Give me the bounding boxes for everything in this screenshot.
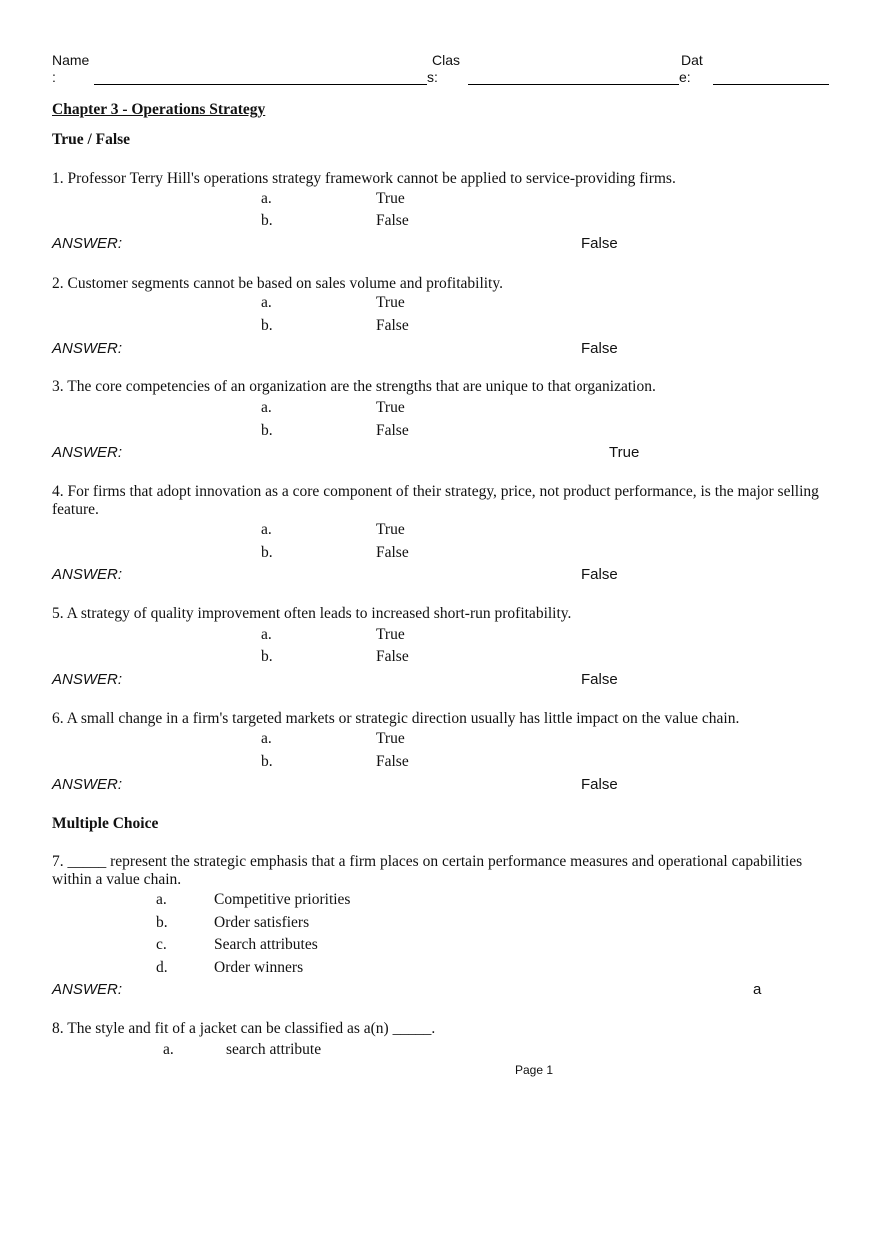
q4-option-b-letter: b. (261, 544, 273, 561)
question-4-text: 4. For firms that adopt innovation as a core component of their strategy, price, not product performance, is the major selling feature. (52, 483, 819, 518)
q2-answer-value: False (581, 340, 618, 357)
q6-option-b-letter: b. (261, 753, 273, 770)
date-field-line[interactable] (713, 84, 829, 85)
q7-answer-value: a (753, 981, 762, 998)
q3-option-b-text[interactable]: False (376, 422, 409, 439)
q1-answer-value: False (581, 235, 618, 252)
q8-option-a-letter: a. (163, 1041, 174, 1058)
q7-option-d-text[interactable]: Order winners (214, 959, 304, 976)
q4-answer-label: ANSWER: (52, 566, 123, 583)
page-number: Page 1 (515, 1063, 554, 1077)
q6-option-a-letter: a. (261, 730, 272, 747)
q6-option-a-text[interactable]: True (376, 730, 405, 747)
q4-option-a-text[interactable]: True (376, 521, 405, 538)
q1-answer-label: ANSWER: (52, 235, 123, 252)
chapter-title: Chapter 3 - Operations Strategy (52, 101, 266, 118)
q2-answer-label: ANSWER: (52, 340, 123, 357)
q1-option-a-letter: a. (261, 190, 272, 207)
class-label: Clas (432, 52, 461, 68)
q2-option-a-letter: a. (261, 294, 272, 311)
question-7-text: 7. _____ represent the strategic emphasis that a firm places on certain performance measures and operational capabilities within a value chain. (52, 853, 803, 888)
date-label: Dat (681, 52, 703, 68)
q7-answer-label: ANSWER: (52, 981, 123, 998)
q5-option-b-text[interactable]: False (376, 648, 409, 665)
q5-option-a-text[interactable]: True (376, 626, 405, 643)
q1-option-b-letter: b. (261, 212, 273, 229)
q3-option-a-letter: a. (261, 399, 272, 416)
q8-option-a-text[interactable]: search attribute (226, 1041, 322, 1058)
q7-option-c-letter: c. (156, 936, 167, 953)
date-label-colon: e: (679, 69, 691, 85)
q7-option-b-text[interactable]: Order satisfiers (214, 914, 310, 931)
q6-answer-label: ANSWER: (52, 776, 123, 793)
name-label: Name (52, 52, 90, 68)
question-6-text: 6. A small change in a firm's targeted markets or strategic direction usually has little impact on the value chain. (52, 710, 740, 727)
name-label-colon: : (52, 69, 56, 85)
q2-option-b-letter: b. (261, 317, 273, 334)
class-label-colon: s: (427, 69, 438, 85)
q7-option-a-letter: a. (156, 891, 167, 908)
section-multiple-choice: Multiple Choice (52, 815, 159, 832)
question-8-text: 8. The style and fit of a jacket can be classified as a(n) _____. (52, 1020, 436, 1037)
q2-option-b-text[interactable]: False (376, 317, 409, 334)
q5-option-b-letter: b. (261, 648, 273, 665)
q3-option-b-letter: b. (261, 422, 273, 439)
q5-answer-label: ANSWER: (52, 671, 123, 688)
q7-option-d-letter: d. (156, 959, 168, 976)
q3-answer-value: True (609, 444, 640, 461)
q3-option-a-text[interactable]: True (376, 399, 405, 416)
question-5-text: 5. A strategy of quality improvement often leads to increased short-run profitability. (52, 605, 572, 622)
question-2-text: 2. Customer segments cannot be based on sales volume and profitability. (52, 275, 503, 292)
q1-option-a-text[interactable]: True (376, 190, 405, 207)
q6-option-b-text[interactable]: False (376, 753, 409, 770)
q5-answer-value: False (581, 671, 618, 688)
q2-option-a-text[interactable]: True (376, 294, 405, 311)
q4-option-a-letter: a. (261, 521, 272, 538)
q5-option-a-letter: a. (261, 626, 272, 643)
q7-option-b-letter: b. (156, 914, 168, 931)
q3-answer-label: ANSWER: (52, 444, 123, 461)
q6-answer-value: False (581, 776, 618, 793)
class-field-line[interactable] (468, 84, 679, 85)
q1-option-b-text[interactable]: False (376, 212, 409, 229)
q7-option-c-text[interactable]: Search attributes (214, 936, 318, 953)
question-1-text: 1. Professor Terry Hill's operations strategy framework cannot be applied to service-providing firms. (52, 170, 676, 187)
question-3-text: 3. The core competencies of an organization are the strengths that are unique to that organization. (52, 378, 656, 395)
name-field-line[interactable] (94, 84, 427, 85)
q4-answer-value: False (581, 566, 618, 583)
section-true-false: True / False (52, 131, 131, 148)
q4-option-b-text[interactable]: False (376, 544, 409, 561)
q7-option-a-text[interactable]: Competitive priorities (214, 891, 351, 908)
